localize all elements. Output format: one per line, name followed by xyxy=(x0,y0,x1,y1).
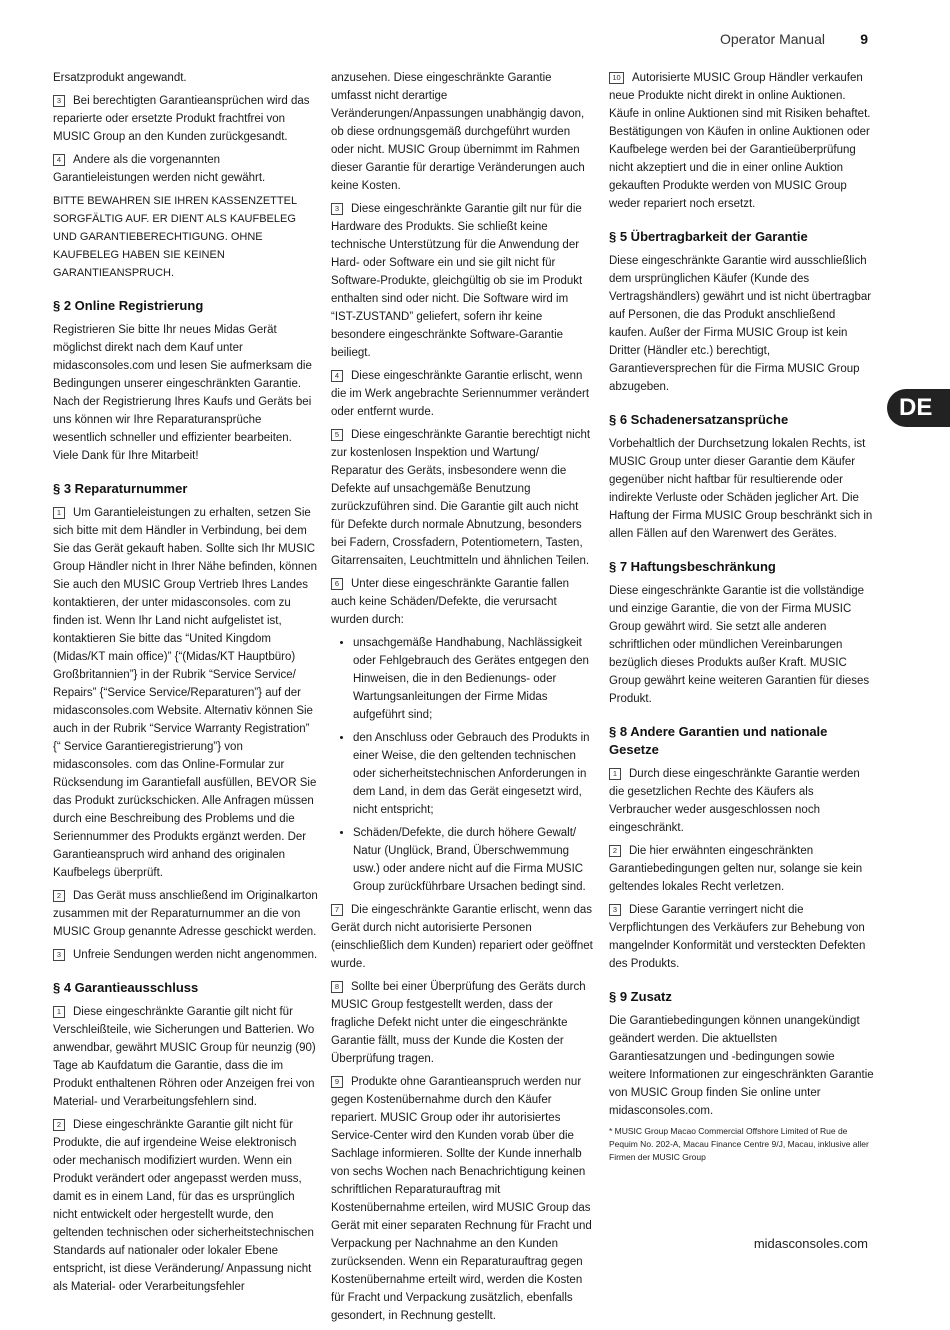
list-item xyxy=(331,575,593,629)
item-text: Die hier erwähnten eingeschränkten Garantiebedingungen gelten nur, solange sie kein geltendes lokales Recht verletzen. xyxy=(609,845,863,893)
paragraph: Die Garantiebedingungen können unangekündigt geändert werden. Die aktuellsten Garantiesatzungen und -bedingungen sowie weitere Informationen zur eingeschränkten Garantie von MUSIC Group finden Sie online unter midasconsoles.com. xyxy=(609,1015,874,1117)
footer-url: midasconsoles.com xyxy=(753,1236,868,1251)
item-text: Diese Garantie verringert nicht die Verpflichtungen des Verkäufers zur Behebung von mangelnder Konformität und versteckten Defekten des Produkts. xyxy=(609,904,866,970)
column-1 xyxy=(53,69,318,1301)
list-item xyxy=(609,842,874,896)
item-text: Unfreie Sendungen werden nicht angenommen. xyxy=(73,949,318,961)
item-number: 2 xyxy=(53,890,65,902)
section-heading: § 9 Zusatz xyxy=(609,989,672,1004)
list-item xyxy=(331,200,593,362)
section-heading: § 4 Garantieausschluss xyxy=(53,980,199,995)
list-item xyxy=(331,426,593,570)
item-text: Diese eingeschränkte Garantie erlischt, wenn die im Werk angebrachte Seriennummer verändert oder entfernt wurde. xyxy=(331,370,590,418)
item-number: 3 xyxy=(331,203,343,215)
item-number: 2 xyxy=(609,845,621,857)
manual-title: Operator Manual xyxy=(719,31,825,47)
list-item xyxy=(331,367,593,421)
item-number: 3 xyxy=(609,904,621,916)
item-number: 4 xyxy=(331,370,343,382)
list-item xyxy=(53,1003,318,1111)
item-text: Das Gerät muss anschließend im Originalkarton zusammen mit der Reparaturnummer an die von MUSIC Group genannte Adresse geschickt werden. xyxy=(53,890,318,938)
item-number: 2 xyxy=(53,1119,65,1131)
item-text: Diese eingeschränkte Garantie berechtigt nicht zur kostenlosen Inspektion und Wartung/ Reparatur des Geräts, insbesondere wenn die Defekte auf unsachgemäße Benutzung zurückzuführen sind. Die Garantie gilt auch nicht für Defekte durch normale Abnutzung, besonders bei Fadern, Crossfadern, Potentiometern, Tasten, Gitarrensaiten, Leuchtmitteln und ähnlichen Teilen. xyxy=(331,429,591,567)
bullet-item: • Schäden/Defekte, die durch höhere Gewalt/ Natur (Unglück, Brand, Überschwemmung usw.) oder andere nicht auf die Firma MUSIC Group zurückführbare Ursachen bedingt sind. xyxy=(353,824,593,896)
section-heading: § 6 Schadenersatzansprüche xyxy=(609,412,789,427)
paragraph: Vorbehaltlich der Durchsetzung lokalen Rechts, ist MUSIC Group unter dieser Garantie dem Käufer gegenüber nicht haftbar für resultierende oder indirekte Verluste oder Schäden jeglicher Art. Die Haftung der Firma MUSIC Group beschränkt sich in allen Fällen auf den Warenwert des Gerätes. xyxy=(609,438,873,540)
section-heading: § 2 Online Registrierung xyxy=(53,298,204,313)
language-tab: DE xyxy=(887,389,950,427)
column-3 xyxy=(609,69,874,1169)
list-item xyxy=(53,504,318,882)
item-number: 3 xyxy=(53,949,65,961)
item-text: Durch diese eingeschränkte Garantie werden die gesetzlichen Rechte des Käufers als Verbraucher weder ausgeschlossen noch eingeschränkt. xyxy=(609,768,860,834)
list-item xyxy=(53,1116,318,1296)
list-item xyxy=(53,946,318,964)
item-number: 4 xyxy=(53,154,65,166)
column-2 xyxy=(331,69,593,1330)
paragraph: Ersatzprodukt angewandt. xyxy=(53,72,187,84)
item-text: Bei berechtigten Garantieansprüchen wird das reparierte oder ersetzte Produkt frachtfrei von MUSIC Group an den Kunden zurückgesandt. xyxy=(53,95,310,143)
list-item xyxy=(331,1073,593,1325)
item-text: Diese eingeschränkte Garantie gilt nicht für Verschleißteile, wie Sicherungen und Batterien. Wo anwendbar, gewährt MUSIC Group für neunzig (90) Tage ab Kaufdatum die Garantie, dass die im Produkt enthaltenen Röhren oder Anzeigen frei von Material- und Verarbeitungsfehlern sind. xyxy=(53,1006,316,1108)
item-text: Um Garantieleistungen zu erhalten, setzen Sie sich bitte mit dem Händler in Verbindung, bei dem Sie das Gerät gekauft haben. Sollte sich Ihr MUSIC Group Händler nicht in Ihrer Nähe befinden, können Sie auch den MUSIC Group Vertrieb Ihres Landes kontaktieren, der unter midasconsoles. com zu finden ist. Wenn Ihr Land nicht aufgelistet ist, kontaktieren Sie bitte das “United Kingdom (Midas/KT main office)” {“(Midas/KT Hauptbüro) Großbritannien”} in der Rubrik “Service Service/ Repairs” {“Service Service/Reparaturen”} auf der midasconsoles.com Website. Alternativ können Sie auch in der Rubrik “Service Warranty Registration” {“ Service Garantieregistrierung”} von midasconsoles. com das Online-Formular zur Rücksendung im Garantiefall ausfüllen, BEVOR Sie das Produkt zurückschicken. Alle Anfragen müssen durch eine Beschreibung des Problems und die Seriennummer des Produkts ergänzt werden. Der Garantieanspruch wird anhand des originalen Kaufbelegs überprüft. xyxy=(53,507,318,879)
item-text: Diese eingeschränkte Garantie gilt nur für die Hardware des Produkts. Sie schließt keine technische Unterstützung für die Anwendung der Hard- oder Software ein und sie gilt nicht für Software-Produkte, gleichgültig ob sie im Produkt enthalten sind oder nicht. Die Software wird im “IST-ZUSTAND” geliefert, sofern ihr keine besondere eingeschränkte Software-Garantie beiliegt. xyxy=(331,203,583,359)
section-heading: § 7 Haftungsbeschränkung xyxy=(609,559,776,574)
list-item xyxy=(331,901,593,973)
item-number: 6 xyxy=(331,578,343,590)
item-number: 1 xyxy=(609,768,621,780)
paragraph: Registrieren Sie bitte Ihr neues Midas Gerät möglichst direkt nach dem Kauf unter midasconsoles.com und lesen Sie aufmerksam die Bedingungen unserer eingeschränkten Garantie. Nach der Registrierung Ihres Kaufs und Geräts bei uns können wir Ihre Reparaturansprüche wesentlich schneller und effizienter bearbeiten. Viele Dank für Ihre Mitarbeit! xyxy=(53,324,312,462)
notice-caps: BITTE BEWAHREN SIE IHREN KASSENZETTEL SORGFÄLTIG AUF. ER DIENT ALS KAUFBELEG UND GARANTIEBERECHTIGUNG. OHNE KAUFBELEG HABEN SIE KEINEN GARANTIEANSPRUCH. xyxy=(53,195,297,279)
item-text: Produkte ohne Garantieanspruch werden nur gegen Kostenübernahme durch den Käufer repariert. MUSIC Group oder ihr autorisiertes Service-Center wird den Kunden vorab über die Sachlage informieren. Sollte der Kunde innerhalb von sechs Wochen nach Benachrichtigung keinen schriftlichen Reparaturauftrag mit Kostenübernahme erteilen, wird MUSIC Group das Gerät mit einer separaten Rechnung für Fracht und Verpackung per Nachnahme an den Kunden zurücksenden. Wenn ein Reparaturauftrag gegen Kostenübernahme erteilt wird, werden die Kosten für Fracht und Verpackung zusätzlich, ebenfalls gesondert, in Rechnung gestellt. xyxy=(331,1076,592,1322)
item-text: Autorisierte MUSIC Group Händler verkaufen neue Produkte nicht direkt in online Auktionen. Käufe in online Auktionen sind mit Risiken behaftet. Bestätigungen von Käufen in online Auktionen oder Kaufbelege werden bei der Garantieüberprüfung nicht akzeptiert und die in einer online Auktion gekauften Produkte werden von MUSIC Group weder repariert noch ersetzt. xyxy=(609,72,871,210)
paragraph: Diese eingeschränkte Garantie ist die vollständige und einzige Garantie, die von der Firma MUSIC Group gewährt wird. Sie setzt alle anderen schriftlichen oder mündlichen Vereinbarungen bezüglich dieses Produkts außer Kraft. MUSIC Group gewährt keine weiteren Garantien für dieses Produkt. xyxy=(609,585,870,705)
footnote: * MUSIC Group Macao Commercial Offshore Limited of Rue de Pequim No. 202-A, Macau Finance Centre 9/J, Macau, inklusive aller Firmen der MUSIC Group xyxy=(609,1126,869,1162)
item-number: 7 xyxy=(331,904,343,916)
item-text: Diese eingeschränkte Garantie gilt nicht für Produkte, die auf irgendeine Weise elektronisch oder mechanisch modifiziert wurden. Wenn ein Produkt verändert oder angepasst werden muss, damit es in einem Land, für das es ursprünglich nicht entwickelt oder hergestellt wurde, den geltenden technischen oder sicherheitstechnischen Standards auf nationaler oder lokaler Ebene entspricht, ist diese Veränderung/ Anpassung nicht als Material- oder Verarbeitungsfehler xyxy=(53,1119,314,1293)
item-text: Unter diese eingeschränkte Garantie fallen auch keine Schäden/Defekte, die verursacht wurden durch: xyxy=(331,578,569,626)
list-item xyxy=(331,978,593,1068)
list-item xyxy=(53,151,318,187)
section-heading: § 3 Reparaturnummer xyxy=(53,481,188,496)
list-item xyxy=(53,92,318,146)
paragraph: anzusehen. Diese eingeschränkte Garantie umfasst nicht derartige Veränderungen/Anpassungen unabhängig davon, ob diese ordnungsgemäß durchgeführt wurden oder nicht. MUSIC Group übernimmt im Rahmen dieser Garantie für derartige Veränderungen auch keine Kosten. xyxy=(331,72,585,192)
item-number: 10 xyxy=(609,72,624,84)
page-number: 9 xyxy=(860,31,868,47)
item-text: Andere als die vorgenannten Garantieleistungen werden nicht gewährt. xyxy=(53,154,266,184)
item-number: 1 xyxy=(53,507,65,519)
page-header xyxy=(0,31,950,51)
section-heading: § 8 Andere Garantien und nationale Gesetze xyxy=(609,724,828,757)
paragraph: Diese eingeschränkte Garantie wird ausschließlich dem ursprünglichen Käufer (Kunde des Vertragshändlers) gewährt und ist nicht übertragbar auf Personen, die das Produkt anschließend kaufen. Außer der Firma MUSIC Group ist kein Dritter (Händler etc.) berechtigt, Garantieversprechen für die Firma MUSIC Group abzugeben. xyxy=(609,255,872,393)
bullet-item: • den Anschluss oder Gebrauch des Produkts in einer Weise, die den geltenden technischen oder sicherheitstechnischen Anforderungen in dem Land, in dem das Gerät eingesetzt wird, nicht entspricht; xyxy=(353,729,593,819)
section-heading: § 5 Übertragbarkeit der Garantie xyxy=(609,229,808,244)
item-number: 3 xyxy=(53,95,65,107)
item-number: 8 xyxy=(331,981,343,993)
item-text: Sollte bei einer Überprüfung des Geräts durch MUSIC Group festgestellt werden, dass der fragliche Defekt nicht unter die eingeschränkte Garantie fällt, muss der Kunde die Kosten der Überprüfung tragen. xyxy=(331,981,586,1065)
item-number: 5 xyxy=(331,429,343,441)
bullet-item: • unsachgemäße Handhabung, Nachlässigkeit oder Fehlgebrauch des Gerätes entgegen den Hinweisen, die in den Bedienungs- oder Wartungsanleitungen der Firme Midas aufgeführt sind; xyxy=(353,634,593,724)
list-item xyxy=(609,901,874,973)
bullet-list xyxy=(331,634,593,896)
item-number: 9 xyxy=(331,1076,343,1088)
item-text: Die eingeschränkte Garantie erlischt, wenn das Gerät durch nicht autorisierte Personen (einschließlich dem Kunden) repariert oder geöffnet wurde. xyxy=(331,904,593,970)
item-number: 1 xyxy=(53,1006,65,1018)
list-item xyxy=(609,69,874,213)
list-item xyxy=(53,887,318,941)
list-item xyxy=(609,765,874,837)
